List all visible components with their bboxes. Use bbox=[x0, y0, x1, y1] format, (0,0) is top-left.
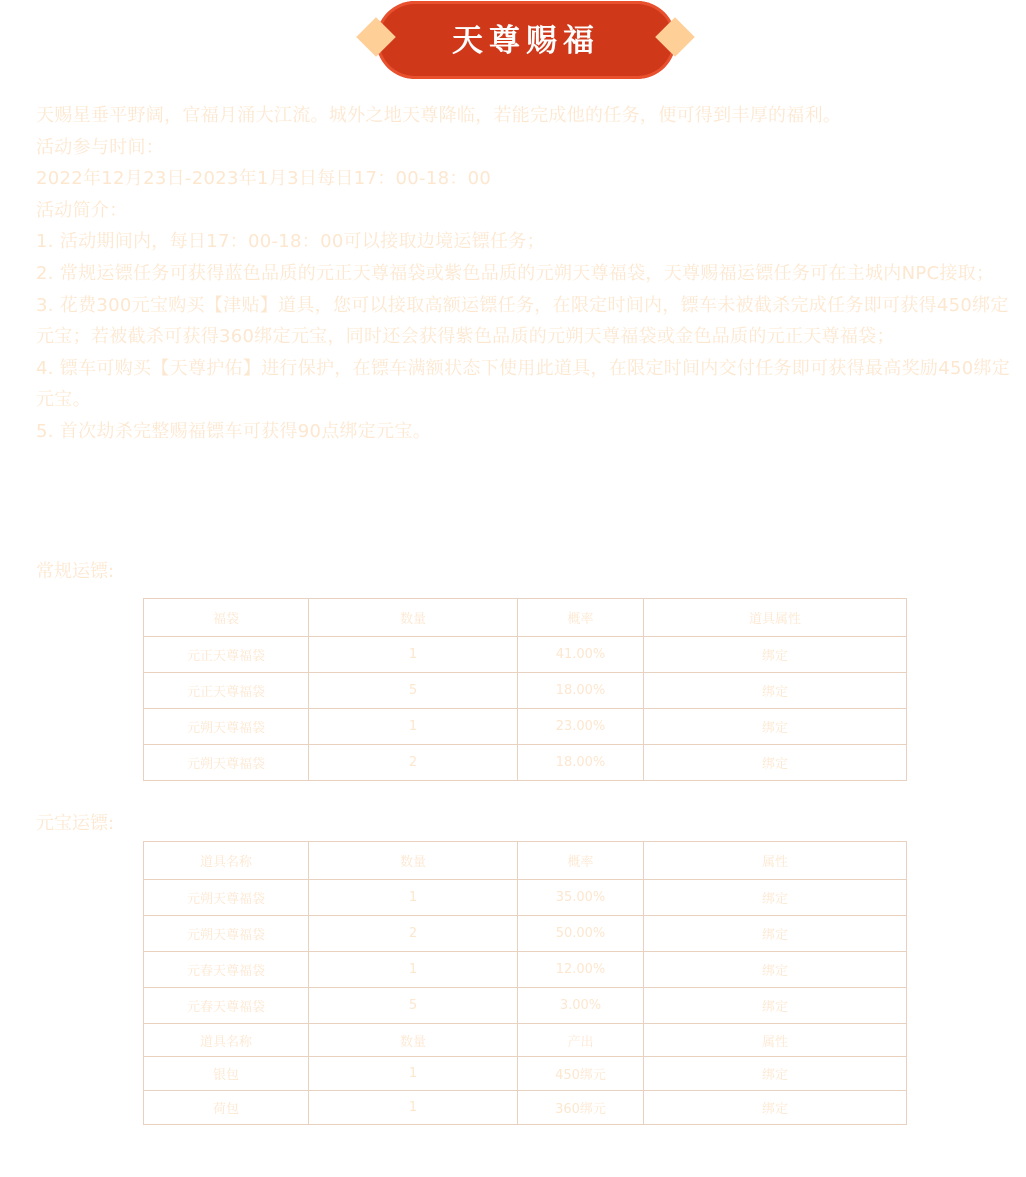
table-cell: 3.00% bbox=[518, 988, 644, 1024]
intro-line: 活动参与时间： bbox=[36, 136, 165, 158]
table-cell: 绑定 bbox=[644, 988, 907, 1024]
table-cell: 绑定 bbox=[644, 952, 907, 988]
table-cell: 绑定 bbox=[644, 673, 907, 709]
table-cell: 12.00% bbox=[518, 952, 644, 988]
table-cell: 2 bbox=[309, 745, 518, 781]
table-cell: 35.00% bbox=[518, 880, 644, 916]
table-row bbox=[144, 1091, 907, 1125]
intro-line: 3. 花费300元宝购买【津贴】道具，您可以接取高额运镖任务，在限定时间内，镖车未被截杀完成任务即可获得450绑定元宝；若被截杀可获得360绑定元宝，同时还会获得紫色品质的元朔天尊福袋或金色品质的元正天尊福袋； bbox=[36, 294, 1009, 348]
table-cell: 41.00% bbox=[518, 637, 644, 673]
table-cell: 50.00% bbox=[518, 916, 644, 952]
header-cell: 道具名称 bbox=[144, 1024, 309, 1057]
table-cell: 360绑元 bbox=[518, 1091, 644, 1125]
table-cell: 元正天尊福袋 bbox=[144, 637, 309, 673]
table-cell: 1 bbox=[309, 952, 518, 988]
table-row bbox=[144, 916, 907, 952]
table-cell: 元春天尊福袋 bbox=[144, 952, 309, 988]
header-cell: 属性 bbox=[644, 1024, 907, 1057]
header-cell: 概率 bbox=[518, 842, 644, 880]
table-row bbox=[144, 880, 907, 916]
table-cell: 元春天尊福袋 bbox=[144, 988, 309, 1024]
table-row bbox=[144, 952, 907, 988]
banner-title: 天尊赐福 bbox=[452, 23, 600, 59]
intro-line: 4. 镖车可购买【天尊护佑】进行保护，在镖车满额状态下使用此道具，在限定时间内交付任务即可获得最高奖励450绑定元宝。 bbox=[36, 357, 1011, 411]
regular-escort-label: 常规运镖: bbox=[36, 561, 115, 582]
yuanbao-escort-table bbox=[143, 841, 907, 1125]
header-cell: 概率 bbox=[518, 599, 644, 637]
table-row bbox=[144, 745, 907, 781]
table-cell: 元朔天尊福袋 bbox=[144, 709, 309, 745]
table-cell: 绑定 bbox=[644, 1091, 907, 1125]
intro-line: 2022年12月23日-2023年1月3日每日17：00-18：00 bbox=[36, 168, 492, 190]
title-banner bbox=[356, 1, 696, 79]
table-cell: 1 bbox=[309, 1057, 518, 1091]
table-cell: 18.00% bbox=[518, 745, 644, 781]
table-cell: 1 bbox=[309, 637, 518, 673]
table-cell: 元朔天尊福袋 bbox=[144, 880, 309, 916]
table-cell: 绑定 bbox=[644, 637, 907, 673]
table-cell: 元朔天尊福袋 bbox=[144, 916, 309, 952]
table-row bbox=[144, 709, 907, 745]
table-cell: 5 bbox=[309, 988, 518, 1024]
table-cell: 450绑元 bbox=[518, 1057, 644, 1091]
table-cell: 绑定 bbox=[644, 880, 907, 916]
header-cell: 道具名称 bbox=[144, 842, 309, 880]
table-cell: 绑定 bbox=[644, 1057, 907, 1091]
table-cell: 23.00% bbox=[518, 709, 644, 745]
intro-line: 2. 常规运镖任务可获得蓝色品质的元正天尊福袋或紫色品质的元朔天尊福袋，天尊赐福运镖任务可在主城内NPC接取； bbox=[36, 262, 995, 284]
table-cell: 绑定 bbox=[644, 709, 907, 745]
intro-text bbox=[36, 100, 1016, 448]
table-cell: 1 bbox=[309, 880, 518, 916]
table-header-row bbox=[144, 599, 907, 637]
header-cell: 产出 bbox=[518, 1024, 644, 1057]
table-cell: 1 bbox=[309, 1091, 518, 1125]
header-cell: 数量 bbox=[309, 1024, 518, 1057]
header-cell: 数量 bbox=[309, 842, 518, 880]
table-cell: 1 bbox=[309, 709, 518, 745]
table-header-row bbox=[144, 842, 907, 880]
intro-line: 5. 首次劫杀完整赐福镖车可获得90点绑定元宝。 bbox=[36, 420, 431, 442]
intro-line: 天赐星垂平野阔，官福月涌大江流。城外之地天尊降临，若能完成他的任务，便可得到丰厚的福利。 bbox=[36, 105, 842, 126]
table-row bbox=[144, 988, 907, 1024]
table-cell: 元朔天尊福袋 bbox=[144, 745, 309, 781]
intro-line: 1. 活动期间内，每日17：00-18：00可以接取边境运镖任务； bbox=[36, 231, 545, 253]
table-subheader-row bbox=[144, 1024, 907, 1057]
yuanbao-escort-label: 元宝运镖: bbox=[36, 813, 115, 834]
header-cell: 属性 bbox=[644, 842, 907, 880]
table-cell: 18.00% bbox=[518, 673, 644, 709]
header-cell: 数量 bbox=[309, 599, 518, 637]
table-cell: 绑定 bbox=[644, 916, 907, 952]
header-cell: 福袋 bbox=[144, 599, 309, 637]
table-cell: 元正天尊福袋 bbox=[144, 673, 309, 709]
table-row bbox=[144, 1057, 907, 1091]
table-cell: 银包 bbox=[144, 1057, 309, 1091]
table-cell: 5 bbox=[309, 673, 518, 709]
table-row bbox=[144, 673, 907, 709]
table-cell: 绑定 bbox=[644, 745, 907, 781]
table-row bbox=[144, 637, 907, 673]
table-cell: 2 bbox=[309, 916, 518, 952]
table-cell: 荷包 bbox=[144, 1091, 309, 1125]
header-cell: 道具属性 bbox=[644, 599, 907, 637]
intro-line: 活动简介： bbox=[36, 199, 128, 221]
regular-escort-table bbox=[143, 598, 907, 781]
